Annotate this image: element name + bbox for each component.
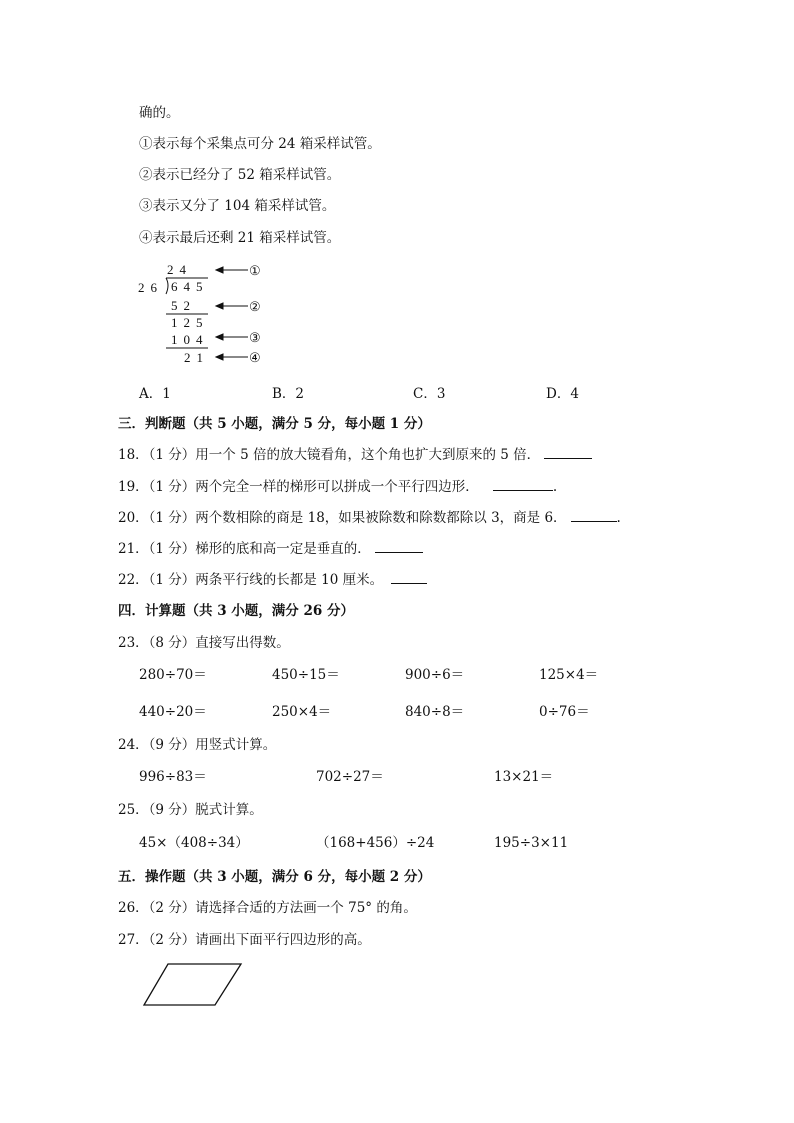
q19-text: 19．（1 分）两个完全一样的梯形可以拼成一个平行四边形． [118,479,479,495]
marker-3: ③ [249,330,261,345]
remainder-text: 21 [184,350,209,365]
bring-text: 125 [171,315,209,330]
q23-item-3: 900÷6＝ [405,667,465,683]
q18-blank [544,446,592,459]
q25-item-3: 195÷3×11 [494,835,569,851]
q21 [118,540,423,558]
q25-label: 25．（9 分）脱式计算。 [118,802,263,818]
option-a: A．1 [139,386,171,402]
q24-item-1: 996÷83＝ [139,769,207,785]
q22-blank [391,571,427,584]
step1-text: 52 [171,298,196,313]
q17-statement-3: ③表示又分了 104 箱采样试管。 [139,198,336,214]
section5-title: 五．操作题（共 3 小题，满分 6 分，每小题 2 分） [118,869,431,885]
q21-blank [375,540,423,553]
marker-2: ② [249,299,261,314]
parallelogram-shape [144,964,241,1005]
q22 [118,571,427,589]
q24-label: 24．（9 分）用竖式计算。 [118,737,277,753]
option-c: C．3 [413,386,446,402]
q17-statement-2: ②表示已经分了 52 箱采样试管。 [139,167,341,183]
section4-title: 四．计算题（共 3 小题，满分 26 分） [118,603,354,619]
q23-item-2: 450÷15＝ [272,667,340,683]
q21-text: 21．（1 分）梯形的底和高一定是垂直的． [118,541,371,557]
q17-statement-4: ④表示最后还剩 21 箱采样试管。 [139,230,341,246]
parallelogram-figure [140,960,246,1010]
step2-text: 104 [171,332,209,347]
q23-item-5: 440÷20＝ [139,704,207,720]
q19 [118,478,557,496]
q24-item-3: 13×21＝ [494,769,554,785]
q17-tail: 确的。 [139,105,180,121]
marker-1: ① [249,263,261,278]
q26: 26．（2 分）请选择合适的方法画一个 75° 的角。 [118,900,417,916]
marker-4: ④ [249,350,261,365]
option-d: D．4 [546,386,579,402]
q27: 27．（2 分）请画出下面平行四边形的高。 [118,932,371,948]
divisor-text: 26 [138,280,163,295]
q18 [118,446,592,464]
q24-item-2: 702÷27＝ [316,769,384,785]
arrow-icons [216,267,248,360]
q17-statement-1: ①表示每个采集点可分 24 箱采样试管。 [139,136,381,152]
division-bracket [166,278,168,294]
quotient-text: 24 [167,262,192,277]
q23-item-4: 125×4＝ [539,667,599,683]
q19-blank [493,478,553,491]
option-b: B．2 [272,386,305,402]
q25-item-2: （168+456）÷24 [316,835,435,851]
q20 [118,509,621,527]
q20-blank [571,509,617,522]
dividend-text: 645 [171,279,209,294]
q19-period: . [552,479,558,495]
q23-item-1: 280÷70＝ [139,667,207,683]
q20-text: 20．（1 分）两个数相除的商是 18，如果被除数和除数都除以 3，商是 6． [118,510,567,526]
q23-item-8: 0÷76＝ [539,704,590,720]
q18-text: 18．（1 分）用一个 5 倍的放大镜看角，这个角也扩大到原来的 5 倍． [118,447,541,463]
q23-item-7: 840÷8＝ [405,704,465,720]
q25-item-1: 45×（408÷34） [139,835,249,851]
q22-text: 22．（1 分）两条平行线的长都是 10 厘米。 [118,572,384,588]
q23-label: 23．（8 分）直接写出得数。 [118,635,290,651]
section3-title: 三．判断题（共 5 小题，满分 5 分，每小题 1 分） [118,416,431,432]
long-division-figure [136,258,276,370]
q20-period: . [616,510,621,526]
q23-item-6: 250×4＝ [272,704,332,720]
